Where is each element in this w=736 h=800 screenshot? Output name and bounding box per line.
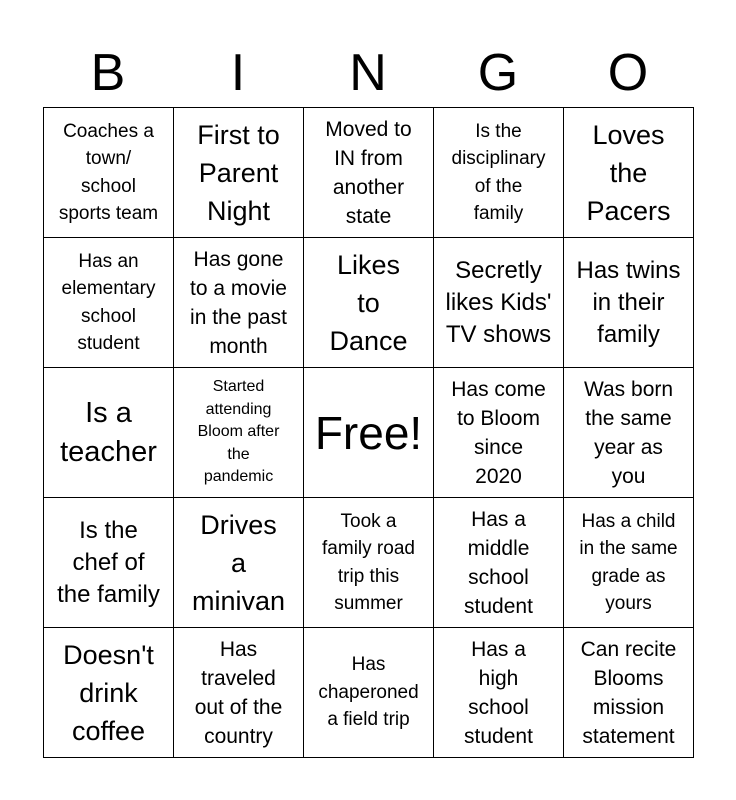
bingo-cell-r2c4[interactable]: Secretly likes Kids' TV shows xyxy=(434,238,564,368)
bingo-cell-r1c5[interactable]: Loves the Pacers xyxy=(564,108,694,238)
board-row-2 xyxy=(44,238,694,368)
bingo-board xyxy=(43,107,694,758)
bingo-cell-free[interactable]: Free! xyxy=(304,368,434,498)
bingo-cell-r5c1[interactable]: Doesn't drink coffee xyxy=(44,628,174,758)
bingo-cell-r5c3[interactable]: Has chaperoned a field trip xyxy=(304,628,434,758)
bingo-cell-r1c4[interactable]: Is the disciplinary of the family xyxy=(434,108,564,238)
header-letter-n: N xyxy=(349,44,387,102)
bingo-cell-r5c4[interactable]: Has a high school student xyxy=(434,628,564,758)
bingo-cell-r5c2[interactable]: Has traveled out of the country xyxy=(174,628,304,758)
bingo-cell-r3c5[interactable]: Was born the same year as you xyxy=(564,368,694,498)
bingo-cell-r3c4[interactable]: Has come to Bloom since 2020 xyxy=(434,368,564,498)
bingo-cell-r4c2[interactable]: Drives a minivan xyxy=(174,498,304,628)
bingo-cell-r1c3[interactable]: Moved to IN from another state xyxy=(304,108,434,238)
bingo-cell-r1c1[interactable]: Coaches a town/ school sports team xyxy=(44,108,174,238)
header-letter-o: O xyxy=(607,44,649,102)
board-row-3 xyxy=(44,368,694,498)
bingo-cell-r4c4[interactable]: Has a middle school student xyxy=(434,498,564,628)
bingo-cell-r2c3[interactable]: Likes to Dance xyxy=(304,238,434,368)
header-letter-g: G xyxy=(477,44,519,102)
bingo-cell-r2c5[interactable]: Has twins in their family xyxy=(564,238,694,368)
bingo-cell-r3c2[interactable]: Started attending Bloom after the pandemic xyxy=(174,368,304,498)
bingo-cell-r3c1[interactable]: Is a teacher xyxy=(44,368,174,498)
board-row-4 xyxy=(44,498,694,628)
bingo-cell-r2c2[interactable]: Has gone to a movie in the past month xyxy=(174,238,304,368)
bingo-cell-r2c1[interactable]: Has an elementary school student xyxy=(44,238,174,368)
bingo-header xyxy=(43,38,693,108)
header-letter-b: B xyxy=(90,44,126,102)
bingo-cell-r4c1[interactable]: Is the chef of the family xyxy=(44,498,174,628)
board-row-5 xyxy=(44,628,694,758)
board-row-1 xyxy=(44,108,694,238)
bingo-cell-r1c2[interactable]: First to Parent Night xyxy=(174,108,304,238)
header-letter-i: I xyxy=(230,44,246,102)
bingo-cell-r5c5[interactable]: Can recite Blooms mission statement xyxy=(564,628,694,758)
bingo-cell-r4c3[interactable]: Took a family road trip this summer xyxy=(304,498,434,628)
bingo-cell-r4c5[interactable]: Has a child in the same grade as yours xyxy=(564,498,694,628)
